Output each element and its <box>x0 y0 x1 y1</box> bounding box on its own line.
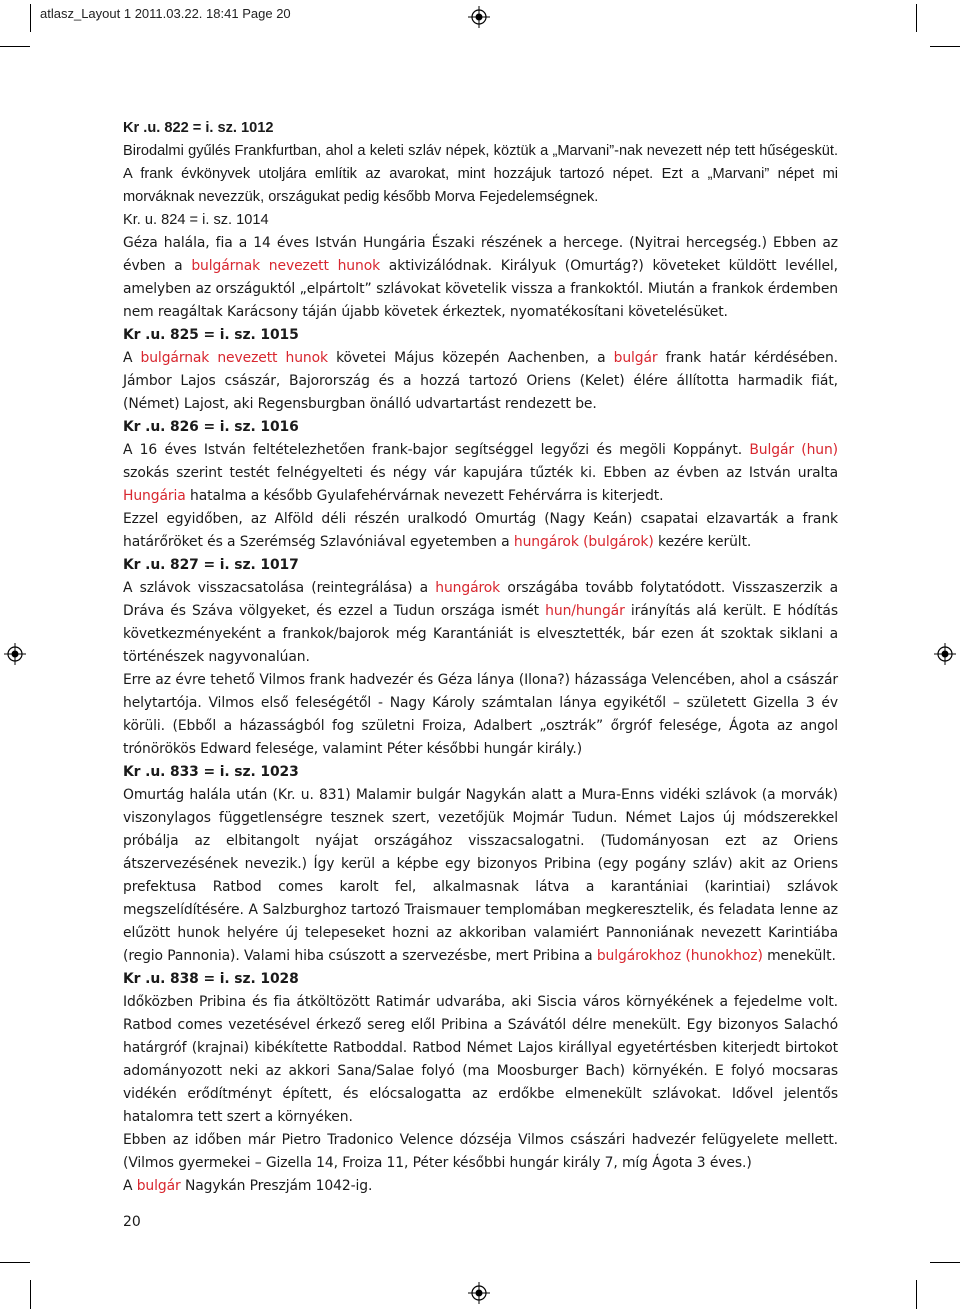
crop-mark-tl-h <box>0 46 30 47</box>
registration-mark-icon <box>468 1282 490 1304</box>
paragraph-825: A bulgárnak nevezett hunok követei Május közepén Aachenben, a bulgár frank határ kérdésében. Jámbor Lajos császár, Bajorország és a hozzá tartozó Oriens (Kelet) élére állította harmadik fiát, (Német) Lajost, aki Regensburgban önálló udvartartást rendezett be. <box>123 350 839 412</box>
highlight-term: bulgárokhoz (hunokhoz) <box>596 948 763 964</box>
slug-date: 2011.03.22. <box>134 6 203 21</box>
paragraph-824: Géza halála, fia a 14 éves István Hungária Északi részének a hercege. (Nyitrai hercegség.) Ebben az évben a bulgárnak nevezett hunok aktivizálódnak. Királyuk (Omurtág?) követeket küldött levéllel, amelyben az országuktól „elpártolt” szlávokat követelik vissza a frankoktól. Miután a frankok érdemben nem reagáltak Karácsony táján újabb követek érkeztek, nyomatékosítani követelésüket. <box>123 235 838 320</box>
heading-824: Kr. u. 824 = i. sz. 1014 <box>123 212 269 228</box>
paragraph-822: Birodalmi gyűlés Frankfurtban, ahol a keleti szláv népek, köztük a „Marvani”-nak nevezett nép tett hűségesküt. A frank évkönyvek utoljára említik az avarokat, mint hozzájuk tartozó népet. Ezt a „Marvani” népet mi morváknak nevezzük, országukat pedig később Morva Fejedelemségnek. <box>123 143 838 205</box>
registration-mark-icon <box>934 643 956 665</box>
heading-822: Kr .u. 822 = i. sz. 1012 <box>123 120 274 136</box>
slug-file: atlasz_Layout 1 <box>40 6 132 21</box>
print-slug <box>40 6 291 21</box>
paragraph-838c: A bulgár Nagykán Preszjám 1042-ig. <box>123 1178 373 1194</box>
crop-mark-tr-v <box>916 4 917 32</box>
highlight-term: bulgár <box>136 1178 181 1194</box>
highlight-term: Bulgár (hun) <box>749 442 838 458</box>
paragraph-838: Időközben Pribina és fia átköltözött Ratimár udvarába, aki Siscia város környékének a fejedelme volt. Ratbod comes vezetésével érkező sereg elől Pribina a Szávától délre menekült. Egy bizonyos Salachó határgróf (krajnai) kibékítette Ratboddal. Ratbod Német Lajos királlyal egyetértésben kiterjedt birtokot adományozott neki az akkori Sana/Salae folyó (ma Moosburger Bach) környékén. E folyó mocsaras vidékén erődítményt épített, és elócsalogatta az erdőkbe elmenekült szlávokat. Idővel jelentős hatalomra tett szert a környéken. <box>123 994 838 1125</box>
highlight-term: hungárok <box>435 580 501 596</box>
paragraph-826b: Ezzel egyidőben, az Alföld déli részén uralkodó Omurtág (Nagy Keán) csapatai elzavarták a frank határőröket és a Szerémség Szlavóniával egyetemben a hungárok (bulgárok) kezére került. <box>123 511 838 550</box>
paragraph-827: A szlávok visszacsatolása (reintegrálása) a hungárok országába tovább folytatódott. Visszaszerzik a Dráva és Száva völgyeket, és ezzel a Tudun országa ismét hun/hungár irányítás alá került. E hódítás következményeként a frankok/bajorok még Karantániát is elvesztették, bár ezen át szoktak siklani a történészek nagyvonalúan. <box>123 580 838 665</box>
crop-mark-br-h <box>930 1262 960 1263</box>
paragraph-838b: Ebben az időben már Pietro Tradonico Velence dózséja Vilmos császári hadvezér felügyelete mellett. (Vilmos gyermekei – Gizella 14, Froiza 11, Péter későbbi hungár király 7, míg Ágota 3 éves.) <box>123 1132 838 1171</box>
highlight-term: hungárok (bulgárok) <box>513 534 654 550</box>
highlight-term: bulgár <box>613 350 658 366</box>
paragraph-826: A 16 éves István feltételezhetően frank-bajor segítséggel legyőzi és megöli Koppányt. Bulgár (hun) szokás szerint testét felnégyelteti és négy vár kapujára tűzték ki. Ebben az évben az István uralta Hungária hatalma a később Gyulafehérvárnak nevezett Fehérvárra is kiterjedt. <box>123 442 838 504</box>
heading-838: Kr .u. 838 = i. sz. 1028 <box>123 971 299 987</box>
crop-mark-br-v <box>916 1280 917 1309</box>
page-number: 20 <box>123 1214 141 1230</box>
highlight-term: bulgárnak nevezett hunok <box>191 258 381 274</box>
registration-mark-icon <box>4 643 26 665</box>
highlight-term: hun/hungár <box>545 603 625 619</box>
highlight-term: Hungária <box>123 488 186 504</box>
highlight-term: bulgárnak nevezett hunok <box>140 350 328 366</box>
slug-time: 18:41 <box>206 6 239 21</box>
crop-mark-bl-v <box>30 1280 31 1309</box>
heading-827: Kr .u. 827 = i. sz. 1017 <box>123 557 299 573</box>
paragraph-833: Omurtág halála után (Kr. u. 831) Malamir bulgár Nagykán alatt a Mura-Enns vidéki szlávok (a morvák) viszonylagos függetlenségre tesznek szert, vezetőjük Mojmár Tudun. Német Lajos új módszerekkel próbálja az elbitangolt nyájat országához visszacsalogatni. (Tudományosan ezt az Oriens átszervezésének nevezik.) Így kerül a képbe egy bizonyos Pribina (egy pogány szláv) akit az Oriens prefektusa Ratbod comes karolt fel, alkalmasnak látva a karantániai (karintiai) szlávok megszelídítésére. A Salzburghoz tartozó Traismauer templomában megkeresztelik, és feladata lenne az elűzött hunok helyére új telepeseket hozni az akkoriban valamiért Pannoniának nevezett Karintiába (regio Pannonia). Valami hiba csúszott a szervezésbe, mert Pribina a bulgárokhoz (hunokhoz) menekült. <box>123 787 838 964</box>
heading-825: Kr .u. 825 = i. sz. 1015 <box>123 327 299 343</box>
registration-mark-icon <box>468 6 490 28</box>
crop-mark-tr-h <box>930 46 960 47</box>
heading-833: Kr .u. 833 = i. sz. 1023 <box>123 764 299 780</box>
slug-page: Page 20 <box>242 6 291 21</box>
heading-826: Kr .u. 826 = i. sz. 1016 <box>123 419 299 435</box>
crop-mark-bl-h <box>0 1262 30 1263</box>
crop-mark-tl-v <box>30 4 31 32</box>
page-body <box>123 117 838 1198</box>
paragraph-827b: Erre az évre tehető Vilmos frank hadvezér és Géza lánya (Ilona?) házassága Velencében, ahol a császár helytartója. Vilmos első feleségétől - Nagy Károly számtalan lánya egyikétől – született Gizella 3 év körüli. (Ebből a házasságból fog születni Froiza, Adalbert „osztrák” őrgróf felesége, Ágota az angol trónörökös Edward felesége, valamint Péter későbbi hungár király.) <box>123 672 838 757</box>
